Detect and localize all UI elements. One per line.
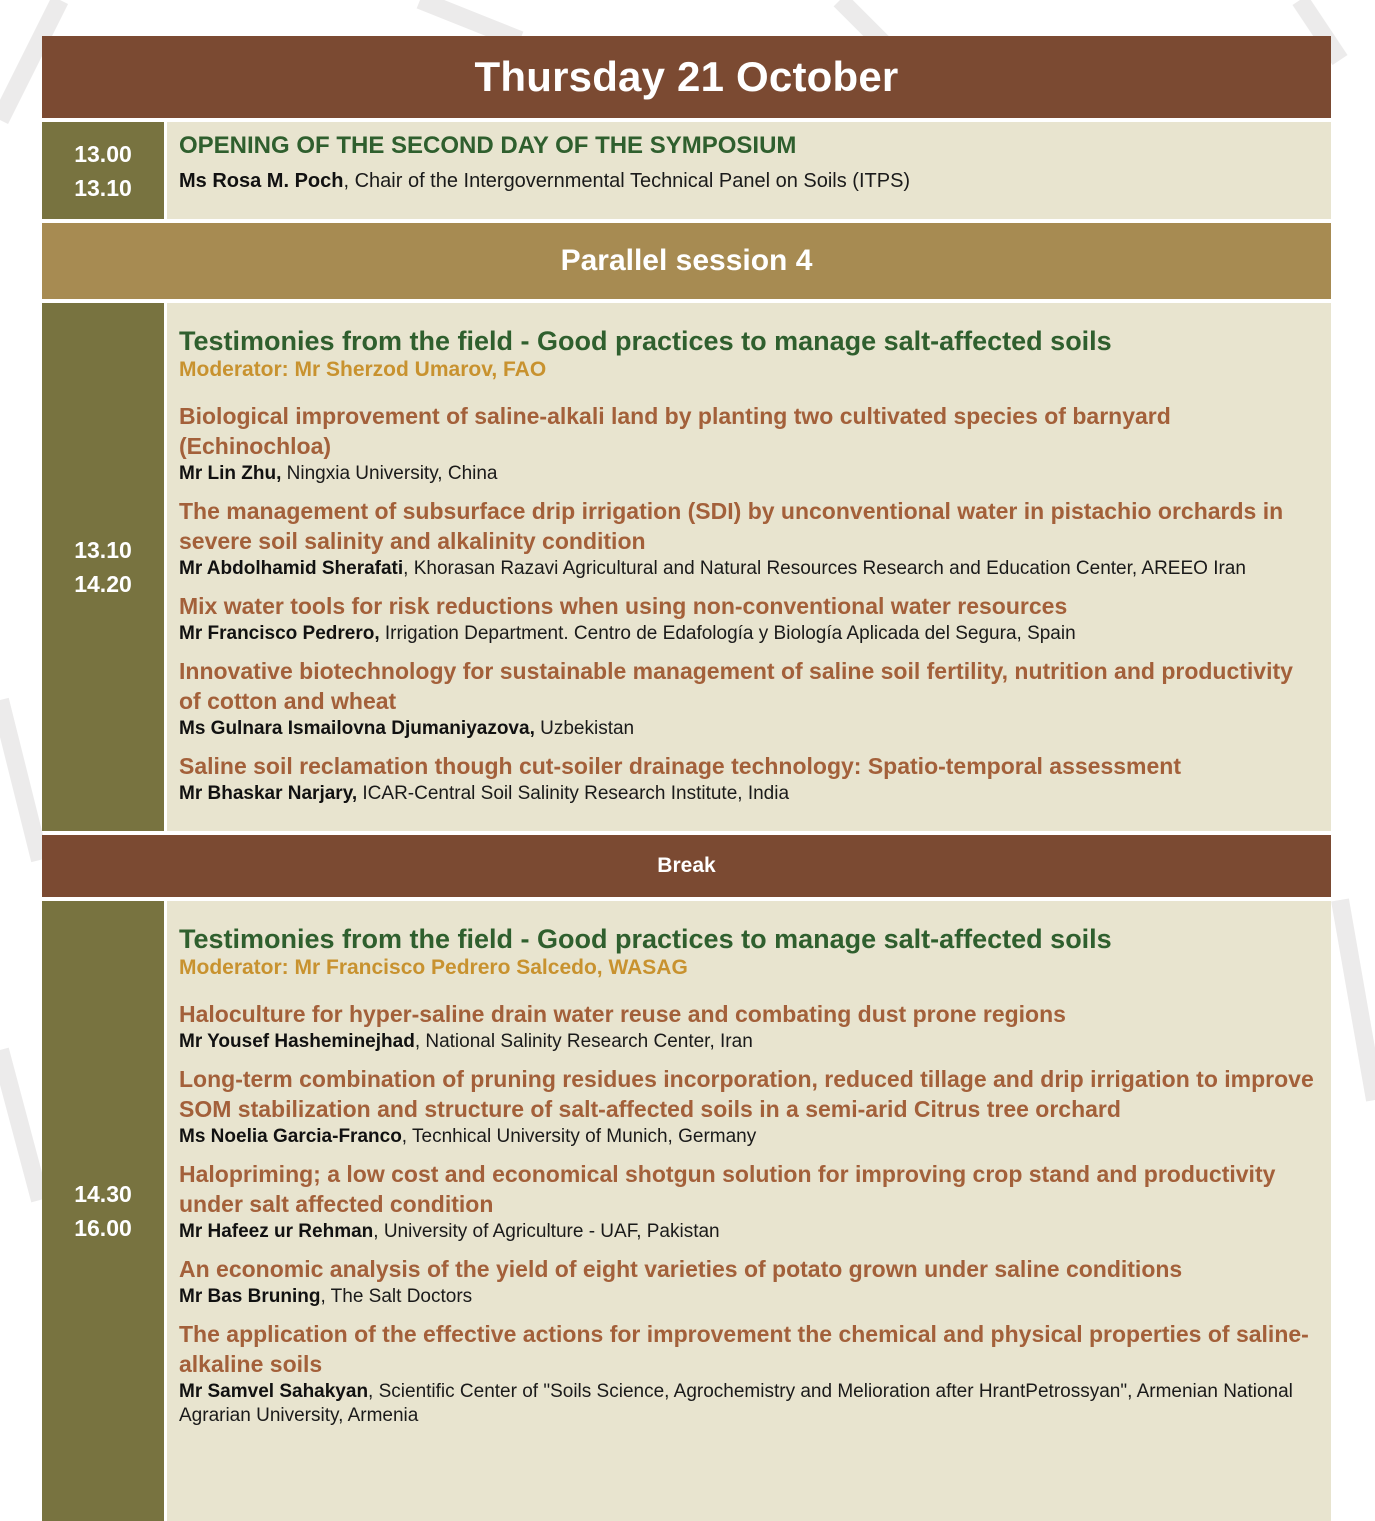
opening-title: OPENING OF THE SECOND DAY OF THE SYMPOSIUM — [179, 132, 797, 159]
time-end: 16.00 — [74, 1215, 132, 1241]
talk-title: Haloculture for hyper-saline drain water reuse and combating dust prone regions — [179, 1001, 1066, 1027]
talk-list — [179, 999, 1317, 1428]
speaker-name: Ms Noelia Garcia-Franco — [179, 1126, 402, 1147]
talk-title: Innovative biotechnology for sustainable management of saline soil fertility, nutrition and productivity of cotton and wheat — [179, 658, 1293, 714]
speaker-name: Mr Yousef Hasheminejhad — [179, 1031, 415, 1052]
talk-speaker — [179, 622, 1317, 646]
time-end: 14.20 — [74, 571, 132, 597]
parallel-session-band: Parallel session 4 — [42, 223, 1331, 299]
talk-speaker — [179, 462, 1317, 486]
session-content — [167, 901, 1331, 1521]
talk-item — [179, 496, 1317, 581]
talk-item — [179, 591, 1317, 646]
talk-item — [179, 1159, 1317, 1244]
talk-title: Biological improvement of saline-alkali land by planting two cultivated species of barnyard (Echinochloa) — [179, 403, 1171, 459]
talk-title: Halopriming; a low cost and economical shotgun solution for improving crop stand and productivity under salt affected condition — [179, 1161, 1276, 1217]
talk-speaker — [179, 1285, 1317, 1309]
session-title: Testimonies from the field - Good practices to manage salt-affected soils — [179, 924, 1112, 954]
speaker-name: Mr Hafeez ur Rehman — [179, 1221, 374, 1242]
session-row — [42, 303, 1331, 831]
time-cell — [42, 303, 164, 831]
speaker-name: Mr Bas Bruning — [179, 1286, 321, 1307]
talk-speaker — [179, 782, 1317, 806]
talk-item — [179, 1064, 1317, 1149]
schedule-sheet — [42, 36, 1331, 1521]
speaker-name: Ms Gulnara Ismailovna Djumaniyazova, — [179, 718, 535, 739]
speaker-affiliation: , The Salt Doctors — [320, 1286, 473, 1307]
talk-title: Long-term combination of pruning residues incorporation, reduced tillage and drip irrigation to improve SOM stabilization and structure of salt-affected soils in a semi-arid Citrus tree orchard — [179, 1066, 1314, 1122]
speaker-affiliation: , Chair of the Intergovernmental Technical Panel on Soils (ITPS) — [343, 170, 911, 192]
talk-title: Mix water tools for risk reductions when using non-conventional water resources — [179, 593, 1068, 619]
talk-speaker — [179, 1125, 1317, 1149]
moderator: Moderator: Mr Francisco Pedrero Salcedo, WASAG — [179, 956, 688, 979]
time-start: 13.10 — [74, 537, 132, 563]
talk-item — [179, 751, 1317, 806]
time-cell — [42, 122, 164, 219]
talk-speaker — [179, 1380, 1317, 1428]
time-start: 14.30 — [74, 1181, 132, 1207]
speaker-affiliation: , National Salinity Research Center, Iran — [414, 1031, 753, 1052]
time-start: 13.00 — [74, 140, 132, 167]
talk-item — [179, 1319, 1317, 1428]
speaker-affiliation: , Tecnhical University of Munich, Germany — [401, 1126, 757, 1147]
talk-title: Saline soil reclamation though cut-soiler drainage technology: Spatio-temporal assessment — [179, 753, 1181, 779]
talk-list — [179, 401, 1317, 806]
speaker-affiliation: , Scientific Center of "Soils Science, Agrochemistry and Melioration after HrantPetrossyan", Armenian National Agrarian University, Armenia — [179, 1381, 1293, 1426]
speaker-name: Mr Francisco Pedrero, — [179, 623, 380, 644]
session-content — [167, 303, 1331, 831]
speaker-name: Mr Abdolhamid Sherafati — [179, 558, 404, 579]
talk-speaker — [179, 1220, 1317, 1244]
talk-title: An economic analysis of the yield of eight varieties of potato grown under saline conditions — [179, 1256, 1183, 1282]
opening-row — [42, 122, 1331, 219]
session-row — [42, 901, 1331, 1521]
speaker-name: Ms Rosa M. Poch — [179, 170, 344, 192]
speaker-name: Mr Lin Zhu, — [179, 463, 282, 484]
speaker-name: Mr Bhaskar Narjary, — [179, 783, 358, 804]
day-header: Thursday 21 October — [42, 36, 1331, 118]
talk-speaker — [179, 717, 1317, 741]
speaker-affiliation: Irrigation Department. Centro de Edafología y Biología Aplicada del Segura, Spain — [379, 623, 1076, 644]
speaker-affiliation: , Khorasan Razavi Agricultural and Natural Resources Research and Education Center, AREEO Iran — [403, 558, 1246, 579]
speaker-affiliation: ICAR-Central Soil Salinity Research Institute, India — [357, 783, 790, 804]
talk-item — [179, 1254, 1317, 1309]
break-band: Break — [42, 835, 1331, 897]
time-cell — [42, 901, 164, 1521]
moderator: Moderator: Mr Sherzod Umarov, FAO — [179, 358, 547, 381]
session-title: Testimonies from the field - Good practices to manage salt-affected soils — [179, 326, 1112, 356]
talk-item — [179, 401, 1317, 486]
talk-title: The management of subsurface drip irrigation (SDI) by unconventional water in pistachio orchards in severe soil salinity and alkalinity condition — [179, 498, 1284, 554]
talk-speaker — [179, 557, 1317, 581]
talk-item — [179, 656, 1317, 741]
talk-item — [179, 999, 1317, 1054]
speaker-affiliation: Ningxia University, China — [281, 463, 498, 484]
talk-speaker — [179, 1030, 1317, 1054]
speaker-name: Mr Samvel Sahakyan — [179, 1381, 369, 1402]
talk-title: The application of the effective actions for improvement the chemical and physical properties of saline-alkaline soils — [179, 1321, 1309, 1377]
opening-content — [167, 122, 1331, 219]
speaker-affiliation: Uzbekistan — [534, 718, 635, 739]
opening-speaker — [179, 170, 1317, 193]
speaker-affiliation: , University of Agriculture - UAF, Pakistan — [373, 1221, 720, 1242]
time-end: 13.10 — [74, 174, 132, 201]
